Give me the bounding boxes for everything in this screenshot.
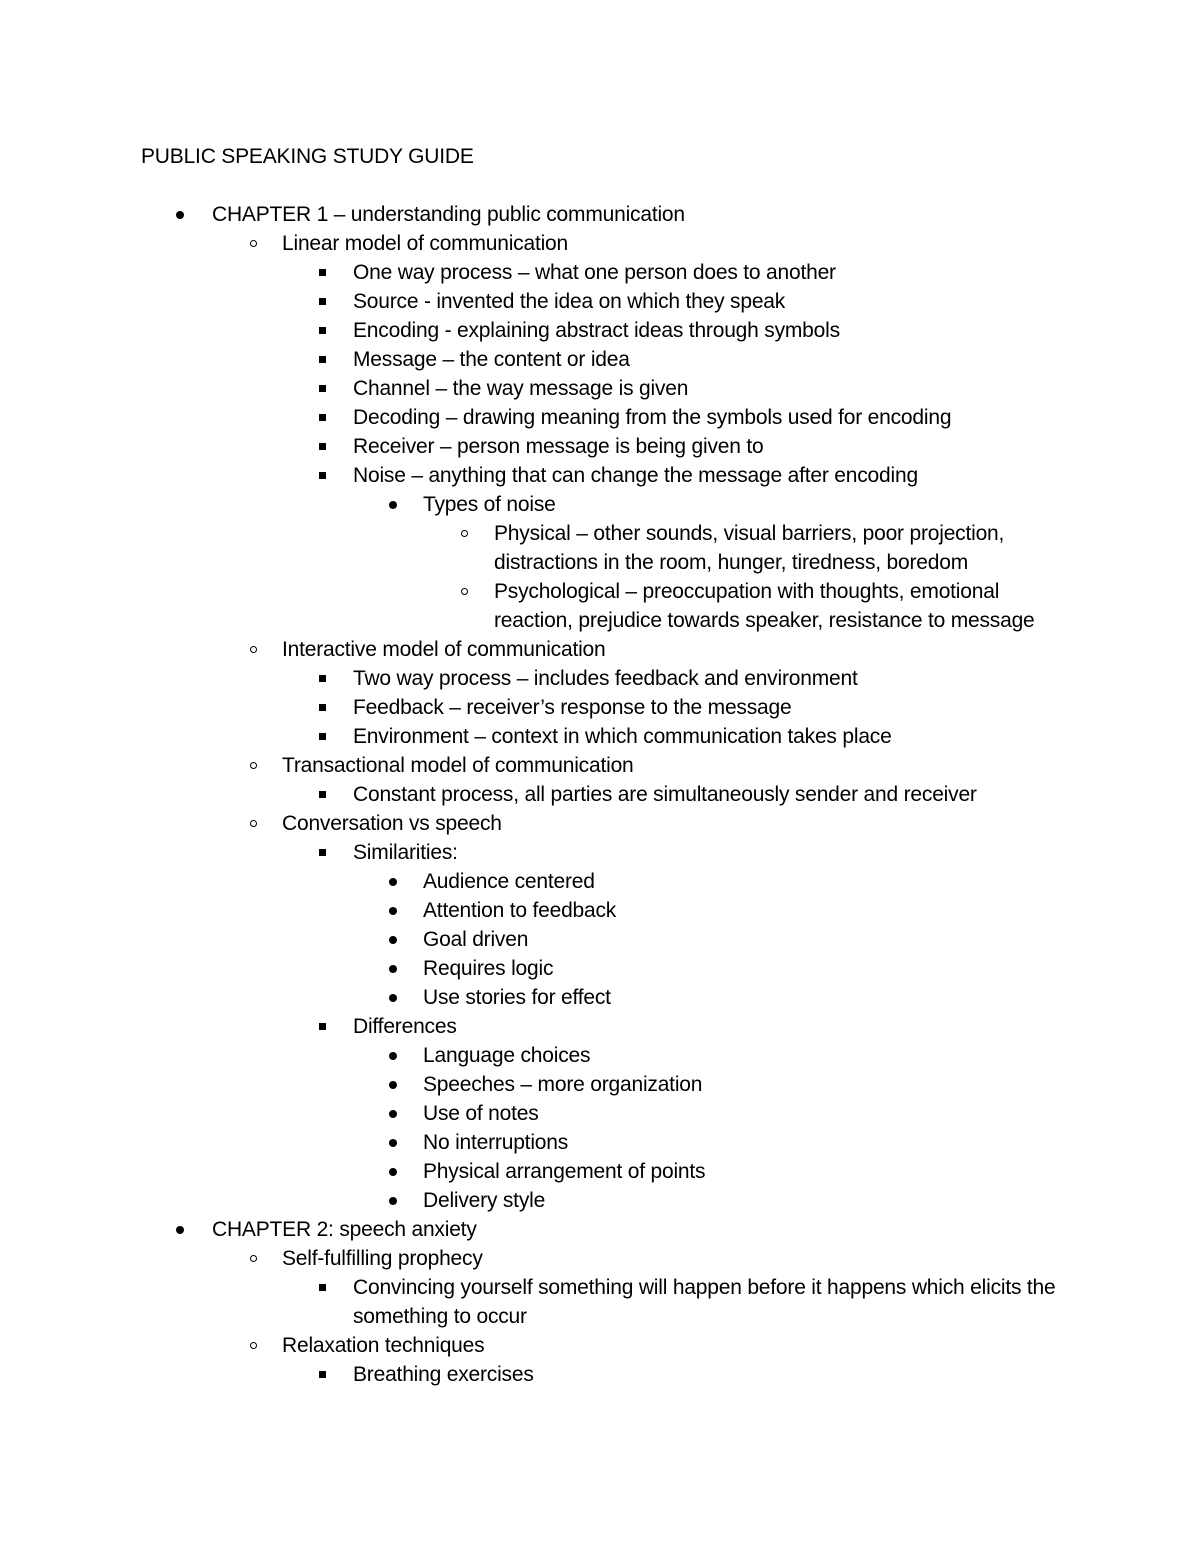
outline-item-text: Message – the content or idea bbox=[353, 348, 630, 371]
outline-item-text: Physical arrangement of points bbox=[423, 1160, 706, 1183]
outline-item-text: Source - invented the idea on which they speak bbox=[353, 290, 786, 313]
outline-item-text: Self-fulfilling prophecy bbox=[282, 1247, 483, 1270]
outline-item-level-0 bbox=[0, 1215, 1200, 1244]
outline-item-level-4 bbox=[0, 577, 1200, 635]
outline-item-text: One way process – what one person does to another bbox=[353, 261, 836, 284]
outline-item-text: Transactional model of communication bbox=[282, 754, 634, 777]
outline-item-text: Two way process – includes feedback and environment bbox=[353, 667, 858, 690]
outline-item-level-1 bbox=[0, 809, 1200, 838]
outline-item-level-1 bbox=[0, 635, 1200, 664]
outline-item-level-2 bbox=[0, 1012, 1200, 1041]
outline-item-level-2 bbox=[0, 287, 1200, 316]
outline-item-text: Language choices bbox=[423, 1044, 591, 1067]
outline-list bbox=[0, 200, 1200, 1389]
outline-item-text: Types of noise bbox=[423, 493, 556, 516]
outline-item-text: No interruptions bbox=[423, 1131, 569, 1154]
outline-item-text: Use of notes bbox=[423, 1102, 539, 1125]
outline-item-text: Relaxation techniques bbox=[282, 1334, 485, 1357]
outline-item-text: Interactive model of communication bbox=[282, 638, 606, 661]
outline-item-text: Psychological – preoccupation with thoughts, emotional reaction, prejudice towards speaker, resistance to message bbox=[494, 580, 1035, 632]
outline-item-text: CHAPTER 2: speech anxiety bbox=[212, 1218, 477, 1241]
outline-item-text: Constant process, all parties are simultaneously sender and receiver bbox=[353, 783, 977, 806]
outline-item-level-3 bbox=[0, 1099, 1200, 1128]
outline-item-level-3 bbox=[0, 867, 1200, 896]
outline-item-level-2 bbox=[0, 432, 1200, 461]
outline-item-level-3 bbox=[0, 925, 1200, 954]
outline-item-text: Linear model of communication bbox=[282, 232, 569, 255]
outline-item-text: Receiver – person message is being given to bbox=[353, 435, 764, 458]
outline-item-level-2 bbox=[0, 316, 1200, 345]
document-title: PUBLIC SPEAKING STUDY GUIDE bbox=[141, 145, 474, 168]
outline-item-text: Environment – context in which communication takes place bbox=[353, 725, 892, 748]
outline-item-level-3 bbox=[0, 1041, 1200, 1070]
outline-item-level-2 bbox=[0, 403, 1200, 432]
outline-item-text: Use stories for effect bbox=[423, 986, 611, 1009]
outline-item-level-3 bbox=[0, 1157, 1200, 1186]
outline-item-level-1 bbox=[0, 1244, 1200, 1273]
outline-item-text: Conversation vs speech bbox=[282, 812, 502, 835]
outline-item-text: Speeches – more organization bbox=[423, 1073, 703, 1096]
outline-item-level-2 bbox=[0, 345, 1200, 374]
outline-item-text: Requires logic bbox=[423, 957, 554, 980]
outline-item-level-2 bbox=[0, 664, 1200, 693]
outline-item-text: Decoding – drawing meaning from the symbols used for encoding bbox=[353, 406, 952, 429]
outline-item-text: Physical – other sounds, visual barriers, poor projection, distractions in the room, hunger, tiredness, boredom bbox=[494, 522, 1005, 574]
outline-item-level-2 bbox=[0, 780, 1200, 809]
outline-item-text: Convincing yourself something will happen before it happens which elicits the something to occur bbox=[353, 1276, 1056, 1328]
outline-item-text: Similarities: bbox=[353, 841, 458, 864]
outline-item-level-4 bbox=[0, 519, 1200, 577]
outline-item-level-2 bbox=[0, 693, 1200, 722]
outline-item-level-2 bbox=[0, 1273, 1200, 1331]
outline-item-level-2 bbox=[0, 258, 1200, 287]
outline-item-text: Goal driven bbox=[423, 928, 529, 951]
outline-item-level-0 bbox=[0, 200, 1200, 229]
outline-item-text: Attention to feedback bbox=[423, 899, 617, 922]
outline-item-text: Breathing exercises bbox=[353, 1363, 534, 1386]
outline-item-level-3 bbox=[0, 1128, 1200, 1157]
outline-item-level-3 bbox=[0, 896, 1200, 925]
outline-item-level-2 bbox=[0, 838, 1200, 867]
outline-item-level-2 bbox=[0, 1360, 1200, 1389]
outline-item-text: Differences bbox=[353, 1015, 457, 1038]
outline-item-level-2 bbox=[0, 722, 1200, 751]
outline-item-text: Delivery style bbox=[423, 1189, 546, 1212]
outline-item-text: Encoding - explaining abstract ideas through symbols bbox=[353, 319, 840, 342]
outline-item-text: Audience centered bbox=[423, 870, 595, 893]
outline-item-text: Channel – the way message is given bbox=[353, 377, 689, 400]
outline-item-level-2 bbox=[0, 461, 1200, 490]
outline-item-text: Noise – anything that can change the message after encoding bbox=[353, 464, 918, 487]
outline-item-level-3 bbox=[0, 954, 1200, 983]
outline-item-level-1 bbox=[0, 1331, 1200, 1360]
outline-item-level-3 bbox=[0, 1186, 1200, 1215]
outline-item-level-1 bbox=[0, 751, 1200, 780]
outline-item-text: Feedback – receiver’s response to the message bbox=[353, 696, 792, 719]
outline-item-level-1 bbox=[0, 229, 1200, 258]
outline-item-level-2 bbox=[0, 374, 1200, 403]
outline-item-level-3 bbox=[0, 1070, 1200, 1099]
outline-item-level-3 bbox=[0, 490, 1200, 519]
outline-item-text: CHAPTER 1 – understanding public communication bbox=[212, 203, 685, 226]
outline-item-level-3 bbox=[0, 983, 1200, 1012]
